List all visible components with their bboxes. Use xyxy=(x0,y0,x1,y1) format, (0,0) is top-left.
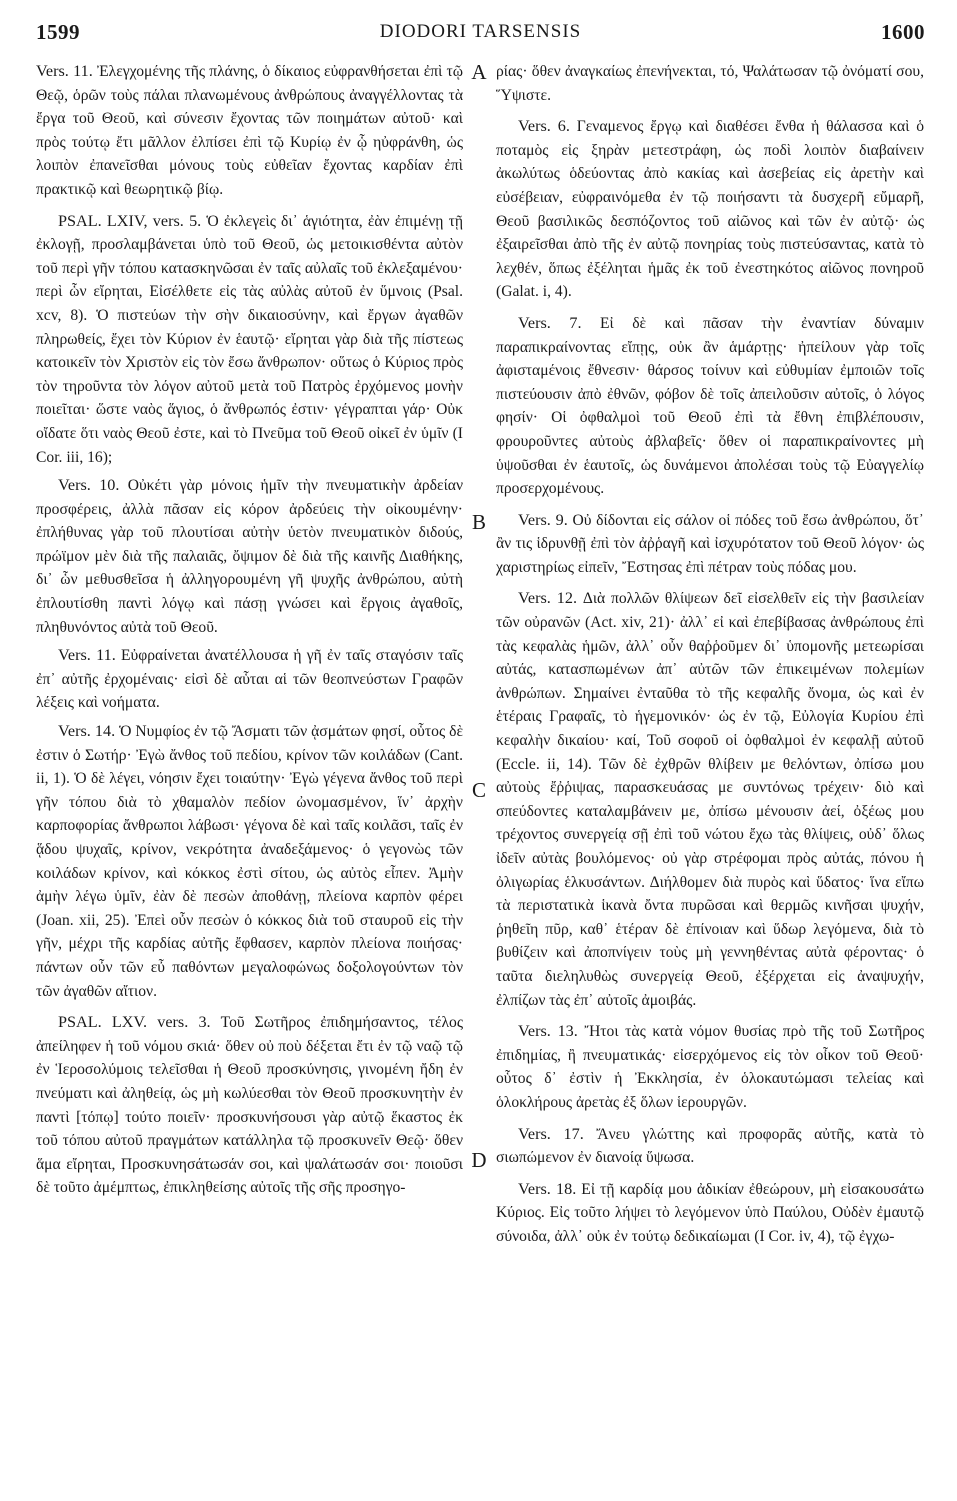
paragraph xyxy=(36,644,463,715)
paragraph xyxy=(496,587,924,1012)
verse-ref: Vers. 11. xyxy=(36,62,93,80)
paragraph xyxy=(36,720,463,1003)
paragraph-text: ρίας· ὅθεν ἀναγκαίως ἐπενήνεκται, τό, Ψαλάτωσαν τῷ ὀνόματί σου, Ὕψιστε. xyxy=(496,63,924,104)
margin-letter-c: C xyxy=(471,778,486,802)
verse-ref: Vers. 6. xyxy=(518,117,570,136)
paragraph-text: Ὁ ἐκλεγεὶς δι᾽ ἁγιότητα, ἐὰν ἐπιμένῃ τῇ ἐκλογῇ, προσλαμβάνεται ὑπὸ τοῦ Θεοῦ, ὡς μετοικισθέντα αὐτὸν τοῦ περὶ γῆν τόπου κατασκηνῶσαι ἐν ταῖς αὐλαῖς τοῦ ἐκλεξαμένου· περὶ ὧν εἴρηται, Εἰσέλθετε εἰς τὰς αὐλὰς αὐτοῦ ἐν ὕμνοις (Psal. xcv, 8). Ὁ πιστεύων τὴν σὴν δικαιοσύνην, καὶ ἔργων ἀγαθῶν πληρωθείς, ἔχει τὸν Κύριον ἐν ἑαυτῷ· εἴρηται γὰρ διὰ τῆς πίστεως κατοικεῖν τὸν Χριστὸν εἰς τὸν ἔσω ἄνθρωπον· οὕτως ὁ Κύριος πρὸς τὸν τηροῦντα τὸν λόγον αὐτοῦ μετὰ τοῦ Πατρὸς ἐρχόμενος μονὴν ποιεῖται· ὥστε ναὸς ἅγιος, ὁ ἄνθρωπός ἐστιν· γέγραπται γάρ· Οὐκ οἴδατε ὅτι ναὸς Θεοῦ ἐστε, καὶ τὸ Πνεῦμα τοῦ Θεοῦ οἰκεῖ ἐν ὑμῖν (I Cor. iii, 16); xyxy=(36,212,463,466)
paragraph xyxy=(496,1178,924,1249)
paragraph xyxy=(496,60,924,107)
paragraph-text: Ἄνευ γλώττης καὶ προφορᾶς αὐτῆς, κατὰ τὸ σιωπώμενον ἐν διανοίᾳ ὕψωσα. xyxy=(496,1125,924,1167)
paragraph-text: Ὁ Νυμφίος ἐν τῷ Ἄσματι τῶν ᾀσμάτων φησί, οὗτος δὲ ἐστιν ὁ Σωτήρ· Ἐγὼ ἄνθος τοῦ πεδίου, κρίνον τῶν κοιλάδων (Cant. ii, 1). Ὁ δὲ λέγει, νόησιν ἔχει τοιαύτην· Ἐγὼ γέγενα ἄνθος τοῦ περὶ γῆν τόπου διὰ τὸ χθαμαλὸν πεδίον ὠνομασμένον, ἵν᾽ ἀρχὴν καρποφορίας ἄνθρωποι λάβωσι· γέγονα δὲ καὶ ταῖς κοιλᾶσι, ταῖς ἐν ᾅδου ψυχαῖς, κρίνον, νεκρότητα ἀναδεξάμενος· ὁ γεγονὼς τῶν κοιλάδων κρίνον, καὶ κόκκος ἐστὶ σίτου, ὡς αὐτὸς εἶπεν. Ἀμὴν ἀμὴν λέγω ὑμῖν, ἐὰν δὲ πεσὼν ἀποθάνῃ, πλείονα καρπὸν φέρει (Joan. xii, 25). Ἐπεὶ οὖν πεσὼν ὁ κόκκος διὰ τοῦ σταυροῦ εἰς τὴν γῆν, μέχρι τῆς καρδίας αὐτῆς ἔφθασεν, καρπὸν πλείονα ποιήσας· πάντων οὖν τῶν εὖ παθόντων μεγαλοφώνως δοξολογούντων τὸν τῶν ἀγαθῶν αἴτιον. xyxy=(36,723,463,1000)
paragraph-text: Ἤτοι τὰς κατὰ νόμον θυσίας πρὸ τῆς τοῦ Σωτῆρος ἐπιδημίας, ἢ πνευματικάς· εἰσερχόμενος εἰς τὸν οἶκον τοῦ Θεοῦ· οὗτος δ᾽ ἐστὶν ἡ Ἐκκλησία, ἐν ὁλοκαυτώμασι τελείας καὶ ὁλοκλήρους ἀρετὰς ἐξ ὅλων ἱερουργῶν. xyxy=(496,1023,924,1111)
paragraph-text: Εἰ τῇ καρδίᾳ μου ἀδικίαν ἐθεώρουν, μὴ εἰσακουσάτω Κύριος. Εἰς τοῦτο λήψει τὸ λεγόμενον ὑπὸ Παύλου, Οὐδὲν ἐμαυτῷ σύνοιδα, ἀλλ᾽ οὐκ ἐν τούτῳ δεδικαίωμαι (I Cor. iv, 4), τῷ ἐγχω- xyxy=(496,1180,924,1245)
paragraph xyxy=(36,1011,463,1200)
running-title: DIODORI TARSENSIS xyxy=(379,21,582,42)
left-page-number: 1599 xyxy=(36,19,80,44)
verse-ref: Vers. 14. xyxy=(58,722,116,741)
verse-ref: Vers. 18. xyxy=(518,1179,577,1198)
paragraph xyxy=(496,312,924,501)
margin-letter-b: B xyxy=(471,510,486,534)
paragraph-text: Ἐλεγχομένης τῆς πλάνης, ὁ δίκαιος εὐφρανθήσεται ἐπὶ τῷ Θεῷ, ὁρῶν τοὺς πάλαι πλανωμένους ἀνθρώπους ἀναγγέλλοντας τὰ ἔργα τοῦ Θεοῦ, καὶ σύνεσιν ἔχοντας τῶν ποιημάτων αὐτοῦ· καὶ πρὸς τούτῳ ἔτι μᾶλλον ἐλπίσει ἐπὶ τῷ Κυρίῳ ἐν ᾧ ηὐφράνθη, ὡς λοιπὸν ἐπανεῖσθαι μόνους τοὺς εὐθεῖαν ἔχοντας καρδίαν ἐπὶ πρακτικῷ καὶ θεωρητικῷ βίῳ. xyxy=(36,63,463,198)
verse-ref: Vers. 12. xyxy=(518,589,577,608)
verse-ref: PSAL. LXIV, vers. 5. xyxy=(58,211,202,230)
right-page-number: 1600 xyxy=(880,19,925,44)
page-header xyxy=(36,14,925,50)
paragraph-text: Οὐ δίδονται εἰς σάλον οἱ πόδες τοῦ ἔσω ἀνθρώπου, ὅτ᾽ ἂν τις ἱδρυνθῇ ἐπὶ τὸν ἀῤῥαγῆ καὶ ἰσχυρότατον τοῦ Θεοῦ λόγον· ὡς χαριστηρίως εἰπεῖν, Ἔστησας ἐπὶ πέτραν τοὺς πόδας μου. xyxy=(496,511,924,576)
paragraph xyxy=(36,210,463,470)
verse-ref: Vers. 11. xyxy=(58,646,116,665)
verse-ref: Vers. 13. xyxy=(518,1022,578,1041)
verse-ref: Vers. 9. xyxy=(518,510,568,529)
verse-ref: Vers. 17. xyxy=(518,1124,584,1143)
paragraph xyxy=(496,509,924,580)
margin-letter-a: A xyxy=(471,60,487,84)
paragraph-text: Οὐκέτι γὰρ μόνοις ἡμῖν τὴν πνευματικὴν ἀρδείαν προσφέρεις, ἀλλὰ πᾶσαν εἰς κόρον ἀρδεύεις τὴν οἰκουμένην· ἐπλήθυνας γὰρ τοῦ πλουτίσαι αὐτὴν ὑετὸν πνευματικὸν διδούς, πρώϊμον μὲν διὰ τῆς παλαιᾶς, ὄψιμον δὲ διὰ τῆς καινῆς Διαθήκης, δι᾽ ὧν μεθυσθεῖσα ἡ ἀλληγορουμένη γῆ ψυχῆς ἀνθρώπου, αὐτὴ ἐπλουτίσθη παντὶ λόγῳ καὶ πάσῃ γνώσει καὶ ἔργοις ἀγαθοῖς, πληθυνόντος αὐτὰ τοῦ Θεοῦ. xyxy=(36,477,463,636)
verse-ref: PSAL. LXV. vers. 3. xyxy=(58,1013,211,1032)
paragraph-text: Γεναμενος ἔργῳ καὶ διαθέσει ἔνθα ἡ θάλασσα καὶ ὁ ποταμὸς εἰς ξηρὰν μετεστράφη, ὡς ποδὶ λοιπὸν διαβαίνειν ἀκωλύτως ὁδεύοντας ἀπὸ κακίας καὶ ἀσεβείας εἰς ἀρετὴν καὶ εὐσέβειαν, εὐφραινόμεθα ἐν τῷ ποιήσαντι τὰ δυσχερῆ εὔμαρῆ, Θεοῦ βασιλικῶς δεσπόζοντος τοῦ αἰῶνος καὶ τῶν ἐν αὐτῷ· ὡς ἐξαιρεῖσθαι ἀπὸ τῆς ἐν αὐτῷ πονηρίας τοὺς πιστεύσαντας, κατὰ τὸ λεχθέν, ὅπως ἐξέληται ἡμᾶς ἐκ τοῦ ἐνεστηκότος αἰῶνος πονηροῦ (Galat. i, 4). xyxy=(496,118,924,301)
margin-letter-d: D xyxy=(471,1148,487,1172)
verse-ref: Vers. 7. xyxy=(518,313,582,332)
paragraph-text: Τοῦ Σωτῆρος ἐπιδημήσαντος, τέλος ἀπείληφεν ἡ τοῦ νόμου σκιά· ὅθεν οὐ ποὺ δέξεται ἔτι ἐν τῷ ναῷ τῷ ἐν Ἱεροσολύμοις τελεῖσθαι ἡ Θεοῦ προσκύνησις, γινομένη ἤδη ἐν πνεύματι καὶ ἀληθείᾳ, ὡς μὴ κωλύεσθαι τὸν Θεοῦ προσκυνητὴν ἐν παντὶ [τόπῳ] τούτο ποιεῖν· προσκυνήσουσι γὰρ αὐτῷ ἕκαστος ἐκ τοῦ τόπου αὐτοῦ πραγμάτων κατάλληλα τῷ προσκυνεῖν Θεῷ· ὅθεν ἅμα εἴρηται, Προσκυνησάτωσάν σοι, καὶ ψαλάτωσάν σοι· ποιοῦσι δὲ τοῦτο ἀμέμπτως, ἐπικληθείσης αὐτοῖς τῆς σῆς προσηγο- xyxy=(36,1014,463,1197)
paragraph-text: Εὐφραίνεται ἀνατέλλουσα ἡ γῆ ἐν ταῖς σταγόσιν ταῖς ἐπ᾽ αὐτῆς ἐρχομέναις· εἰσὶ δὲ αὗται αἱ τῶν θεοπνεύστων Γραφῶν λέξεις καὶ νοήματα. xyxy=(36,647,463,712)
paragraph-text: Εἰ δὲ καὶ πᾶσαν τὴν ἐναντίαν δύναμιν παραπικραίνοντας εἴπῃς, οὐκ ἂν ἁμάρτῃς· ἠπείλουν γὰρ τοῖς ἀφισταμένοις ἔθνεσιν· θάρσος τοίνυν καὶ εὐθυμίαν ἐμποιῶν τοῖς πιστεύουσιν ἀπὸ ἐθνῶν, φόβον δὲ τοῖς ἀπειλοῦσιν αὐτοῖς, ὁ λόγος φησίν· Οἱ ὀφθαλμοὶ τοῦ Θεοῦ ἐπὶ τὰ ἔθνη ἐπιβλέπουσιν, φρουροῦντες αὐτοὺς ἀβλαβεῖς· ὅθεν οἱ παραπικραίνοντες μὴ ὑψοῦσθαι ἐν ἑαυτοῖς, ὡς δυνάμενοι ἀπολέσαι τοὺς τῷ Εὐαγγελίῳ προσερχομένους. xyxy=(496,314,924,498)
paragraph xyxy=(496,115,924,304)
paragraph xyxy=(36,60,463,202)
verse-ref: Vers. 10. xyxy=(58,476,120,495)
paragraph-text: Διὰ πολλῶν θλίψεων δεῖ εἰσελθεῖν εἰς τὴν βασιλείαν τῶν οὐρανῶν (Act. xiv, 21)· ἀλλ᾽ εἰ καὶ ἐπεβίβασας ἀνθρώπους ἐπὶ τὰς κεφαλὰς ἡμῶν, ἀλλ᾽ οὖν θαῤῥοῦμεν δι᾽ ὑπομονῆς μετεωρίσαι αὐτάς, κατασπωμένων ἀπ᾽ αὐτῶν τῶν ἐπικειμένων πολεμίων ἀνθρώπων. Σημαίνει ἐνταῦθα τὸ τῆς κεφαλῆς ὄνομα, ὡς καὶ ἐν ἑτέραις Γραφαῖς, τὸ ἡγεμονικόν· ὡς ἐν τῷ, Εὐλογία Κυρίου ἐπὶ κεφαλὴν δικαίου· καί, Τοῦ σοφοῦ οἱ ὀφθαλμοὶ ἐν κεφαλῇ αὐτοῦ (Eccle. ii, 14). Τῶν δὲ ἐχθρῶν θλίβειν με θελόντων, ὀπίσω μου αὐτοὺς ἔῤῥιψας, παρασκευάσας με συντόνως τρέχειν· διὸ καὶ σπεύδοντες καταλαμβάνειν με, ὀπίσω μένουσιν ἀεί, ὀξέως μου τρέχοντος συνεργείᾳ σῇ ἐπὶ τοῦ νώτου ἔχω τὰς θλίψεις, οὐδ᾽ ὅλως ἰδεῖν αὐτὰς βουλόμενος· οὐ γὰρ στρέφομαι πρὸς αὐτάς, πόνου ἡ ὀλιγωρίας ἑλκυσάντων. Διήλθομεν διὰ πυρὸς καὶ ὕδατος· ἵνα εἴπω τὰ περιστατικὰ ἱκανὰ ὄντα πυρῶσαι καὶ θερμῶς κινῆσαι ψυχήν, ῥηθεῖη πῦρ, καθ᾽ ἑτέραν δὲ ἐπίνοιαν καὶ ὕδωρ λεγόμενα, διὰ τὸ βυθίζειν καὶ ἀποπνίγειν τοὺς μὴ γεννηθέντας αὐτὰ φέροντας· ὁ ταῦτα διεληλυθὼς συνεργείᾳ Θεοῦ, ἐξέρχεται εἰς ἀναψυχήν, ἐλπίζων τὰς ἐπ᾽ αὐτοῖς ἀμοιβάς. xyxy=(496,590,924,1009)
left-column xyxy=(36,60,463,1490)
paragraph xyxy=(496,1020,924,1114)
paragraph xyxy=(496,1123,924,1170)
paragraph xyxy=(36,474,463,639)
right-column xyxy=(496,60,924,1490)
